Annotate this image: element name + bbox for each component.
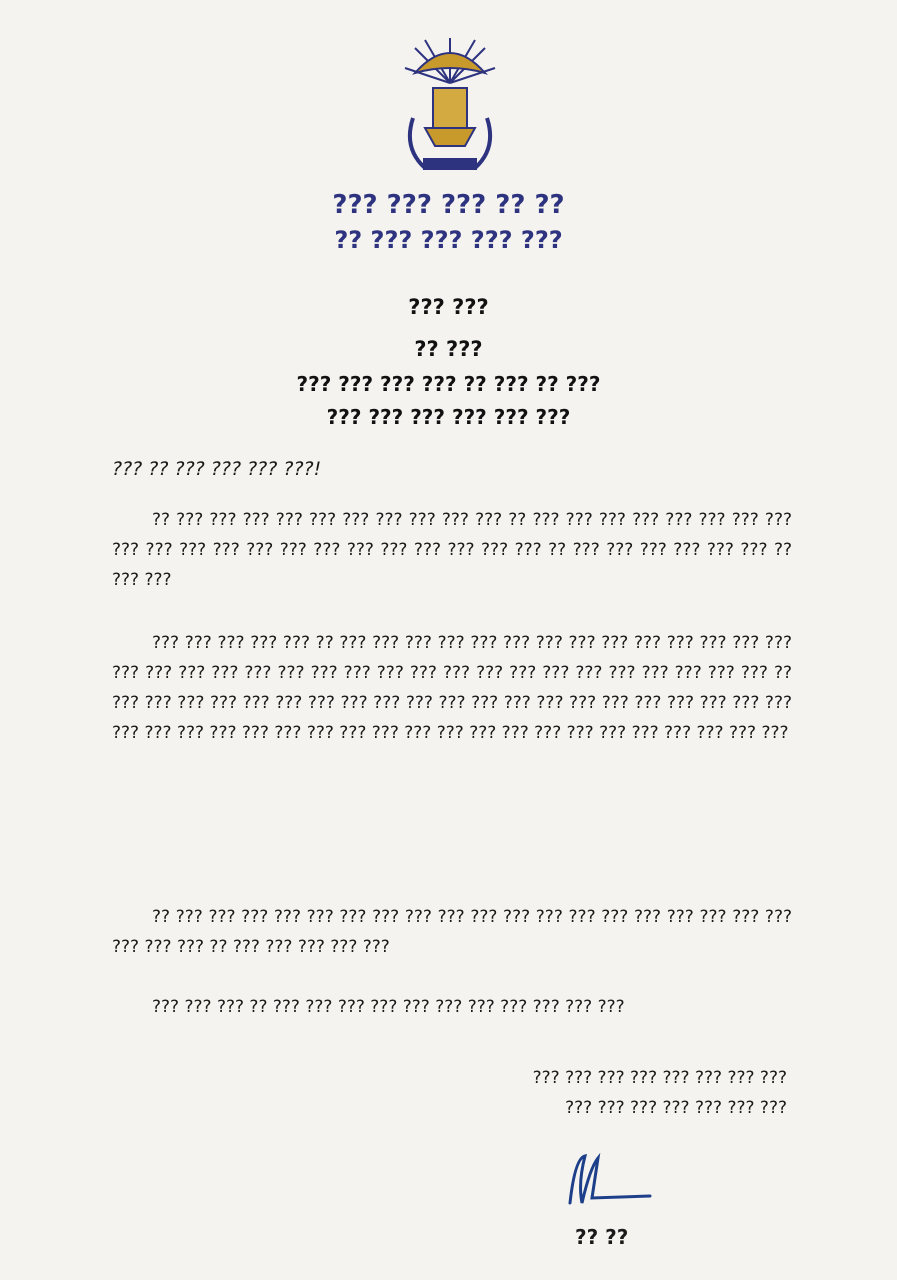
body-paragraph: ??? ??? ??? ??? ??? ?? ??? ??? ??? ??? ??? ??? ??? ??? ??? ??? ??? ??? ??? ??? ??? ??? ??? ??? ??? ??? ??? ??? ??? ??? ??? ??? ??? ??? ??? ??? ??? ??? ??? ??? ?? ??? ??? ??? ??? ??? ??? ??? ??? ??? ??? ??? ??? ??? ??? ??? ??? ??? ??? ??? ??? ??? ??? ??? ??? ??? ??? ??? ??? ??? ??? ??? ??? ??? ??? ??? ??? ??? ??? ??? ??? ??? ??? <box>112 633 792 743</box>
salutation: ??? ?? ??? ??? ??? ???! <box>112 458 322 480</box>
recipient-label: ?? ??? <box>414 337 483 361</box>
handwritten-signature <box>540 1148 660 1218</box>
lunar-date: ??? ??? ??? ??? ??? ??? ??? ??? <box>532 1068 787 1088</box>
senate-emblem-logo <box>395 28 505 176</box>
recipient-title: ??? ??? ??? ??? ??? ??? <box>326 405 571 429</box>
body-paragraph: ??? ??? ??? ?? ??? ??? ??? ??? ??? ??? ??? ??? ??? ??? ??? <box>152 997 625 1017</box>
body-paragraph: ?? ??? ??? ??? ??? ??? ??? ??? ??? ??? ??? ??? ??? ??? ??? ??? ??? ??? ??? ??? ??? ??? ??? ?? ??? ??? ??? ??? ??? <box>112 907 792 957</box>
signer-name: ?? ?? <box>575 1225 629 1249</box>
sender-name-heading: ??? ??? ??? ?? ?? <box>332 190 565 220</box>
body-paragraph: ?? ??? ??? ??? ??? ??? ??? ??? ??? ??? ??? ?? ??? ??? ??? ??? ??? ??? ??? ??? ??? ??? ??? ??? ??? ??? ??? ??? ??? ??? ??? ??? ??? ?? ??? ??? ??? ??? ??? ??? ?? ??? ??? <box>112 510 792 590</box>
sender-title-heading: ?? ??? ??? ??? ??? <box>334 226 563 254</box>
solar-date: ??? ??? ??? ??? ??? ??? ??? <box>565 1098 787 1118</box>
recipient-name: ??? ??? ??? ??? ?? ??? ?? ??? <box>296 372 601 396</box>
letter-title: ??? ??? <box>408 295 489 319</box>
